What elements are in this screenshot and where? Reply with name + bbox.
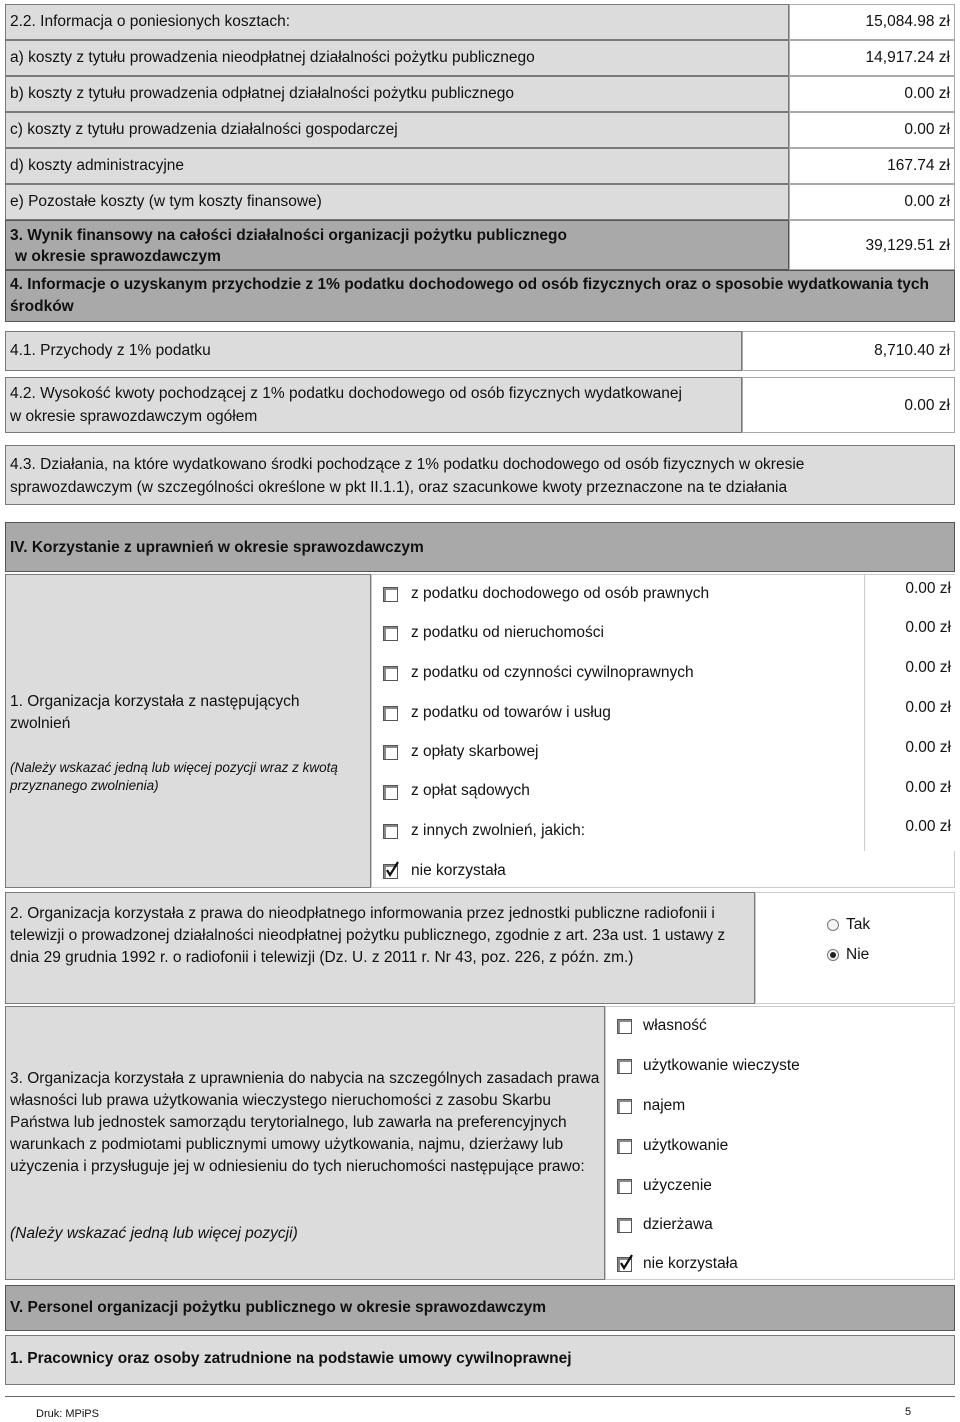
sectionV-title-cell — [5, 1285, 955, 1331]
check-mark-icon — [619, 1254, 633, 1270]
sectionIV-title: IV. Korzystanie z uprawnień w okresie sprawozdawczym — [10, 539, 424, 556]
q3-option-checkbox-checked[interactable] — [617, 1257, 632, 1272]
footer-rule — [5, 1396, 955, 1397]
section4-r2-line2: w okresie sprawozdawczym ogółem — [10, 408, 258, 425]
cost-row-label: e) Pozostałe koszty (w tym koszty finansowe) — [10, 193, 322, 210]
result-label-line1: 3. Wynik finansowy na całości działalności organizacji pożytku publicznego — [10, 227, 567, 244]
section4-r3-line2: sprawozdawczym (w szczególności określone w pkt II.1.1), oraz szacunkowe kwoty przeznaczone na te działania — [10, 479, 788, 496]
section4-title-cell — [5, 270, 955, 322]
q1-option-label: nie korzystała — [411, 862, 506, 879]
cost-row-e-label-cell — [5, 184, 789, 220]
q3-option-checkbox[interactable] — [617, 1218, 632, 1233]
cost-row-a-amount-cell — [789, 40, 955, 76]
q1-option-amount: 0.00 zł — [905, 818, 951, 835]
section4-r2-line1: 4.2. Wysokość kwoty pochodzącej z 1% podatku dochodowego od osób fizycznych wydatkowanej — [10, 385, 682, 402]
q3-option-checkbox[interactable] — [617, 1139, 632, 1154]
costs-header-amount-cell — [789, 4, 955, 40]
q3-option-checkbox[interactable] — [617, 1019, 632, 1034]
result-amount: 39,129.51 zł — [865, 237, 950, 254]
cost-row-d-amount-cell — [789, 148, 955, 184]
q1-option-amount: 0.00 zł — [905, 580, 951, 597]
q2-label: 2. Organizacja korzystała z prawa do nieodpłatnego informowania przez jednostki publiczne radiofonii i telewizji o prowadzonej działalności nieodpłatnej pożytku publicznego, zgodnie z art. 23a ust. 1 ustawy z dnia 29 grudnia 1992 r. o radiofonii i telewizji (Dz. U. z 2011 r. Nr 43, poz. 226, z późn. zm.) — [10, 905, 726, 966]
q1-option-amount: 0.00 zł — [905, 619, 951, 636]
q1-option-label: z podatku od towarów i usług — [411, 704, 611, 721]
q1-option-label: z podatku dochodowego od osób prawnych — [411, 585, 710, 602]
cost-row-b-amount-cell — [789, 76, 955, 112]
q2-label-cell — [5, 892, 755, 1004]
q2-radio-yes[interactable] — [827, 919, 839, 931]
cost-row-e-amount-cell — [789, 184, 955, 220]
cost-row-label: a) koszty z tytułu prowadzenia nieodpłatnej działalności pożytku publicznego — [10, 49, 535, 66]
q1-option-amount: 0.00 zł — [905, 699, 951, 716]
cost-row-label: d) koszty administracyjne — [10, 157, 185, 174]
sectionV-sub1: 1. Pracownicy oraz osoby zatrudnione na podstawie umowy cywilnoprawnej — [10, 1350, 572, 1367]
q1-option-checkbox[interactable] — [383, 666, 398, 681]
q1-label: 1. Organizacja korzystała z następujących zwolnień — [10, 693, 300, 732]
section4-r1-label: 4.1. Przychody z 1% podatku — [10, 342, 211, 359]
cost-row-label: c) koszty z tytułu prowadzenia działalności gospodarczej — [10, 121, 398, 138]
section4-title: 4. Informacje o uzyskanym przychodzie z 1% podatku dochodowego od osób fizycznych oraz o sposobie wydatkowania tych środków — [10, 276, 929, 315]
q3-option-label: własność — [643, 1017, 707, 1034]
cost-row-a-label-cell — [5, 40, 789, 76]
cost-row-c-amount-cell — [789, 112, 955, 148]
q2-label-no: Nie — [846, 946, 870, 963]
section4-r3-cell — [5, 445, 955, 505]
result-label-cell — [5, 220, 789, 270]
section4-r1-amount: 8,710.40 zł — [874, 342, 950, 359]
q1-option-checkbox-checked[interactable] — [383, 864, 398, 879]
sectionIV-title-cell — [5, 522, 955, 572]
q3-option-label: użyczenie — [643, 1177, 712, 1194]
cost-row-b-label-cell — [5, 76, 789, 112]
cost-row-amount: 0.00 zł — [904, 85, 950, 102]
cost-row-amount: 0.00 zł — [904, 121, 950, 138]
q1-option-label: z opłat sądowych — [411, 782, 530, 799]
section4-r3-line1: 4.3. Działania, na które wydatkowano środki pochodzące z 1% podatku dochodowego od osób fizycznych w okresie — [10, 456, 805, 473]
q3-option-checkbox[interactable] — [617, 1179, 632, 1194]
q1-option-checkbox[interactable] — [383, 824, 398, 839]
q1-option-label: z podatku od nieruchomości — [411, 624, 605, 641]
costs-header-label-cell — [5, 4, 789, 40]
cost-row-d-label-cell — [5, 148, 789, 184]
q1-note: (Należy wskazać jedną lub więcej pozycji wraz z kwotą przyznanego zwolnienia) — [10, 760, 338, 793]
q3-option-label: nie korzystała — [643, 1255, 738, 1272]
q1-option-label: z innych zwolnień, jakich: — [411, 822, 586, 839]
q1-option-checkbox[interactable] — [383, 626, 398, 641]
q3-label-cell — [5, 1006, 605, 1280]
result-label-line2: w okresie sprawozdawczym — [15, 248, 221, 265]
cost-row-amount: 167.74 zł — [887, 157, 950, 174]
q1-label-cell — [5, 574, 371, 888]
check-mark-icon — [385, 861, 399, 877]
cost-row-label: b) koszty z tytułu prowadzenia odpłatnej działalności pożytku publicznego — [10, 85, 515, 102]
section4-r2-label-cell — [5, 377, 742, 433]
cost-row-amount: 0.00 zł — [904, 193, 950, 210]
q2-radio-no[interactable] — [827, 949, 839, 961]
q1-option-amount: 0.00 zł — [905, 779, 951, 796]
costs-header-amount: 15,084.98 zł — [865, 13, 950, 30]
cost-row-c-label-cell — [5, 112, 789, 148]
section4-r2-amount: 0.00 zł — [904, 397, 950, 414]
q1-option-label: z podatku od czynności cywilnoprawnych — [411, 664, 694, 681]
q1-option-checkbox[interactable] — [383, 587, 398, 602]
sectionV-sub1-cell — [5, 1335, 955, 1385]
section4-r1-label-cell — [5, 331, 742, 371]
sectionV-title: V. Personel organizacji pożytku publicznego w okresie sprawozdawczym — [10, 1299, 547, 1316]
q1-option-amount: 0.00 zł — [905, 659, 951, 676]
cost-row-amount: 14,917.24 zł — [865, 49, 950, 66]
footer-page-number: 5 — [905, 1406, 912, 1418]
q2-label-yes: Tak — [846, 916, 871, 933]
q3-option-label: dzierżawa — [643, 1216, 713, 1233]
q3-option-checkbox[interactable] — [617, 1059, 632, 1074]
q3-note: (Należy wskazać jedną lub więcej pozycji) — [10, 1225, 298, 1242]
q3-option-label: najem — [643, 1097, 686, 1114]
q1-option-amount: 0.00 zł — [905, 739, 951, 756]
section4-r1-amount-cell — [742, 331, 955, 371]
footer-print-label: Druk: MPiPS — [36, 1408, 99, 1420]
q1-option-label: z opłaty skarbowej — [411, 743, 539, 760]
section4-r2-amount-cell — [742, 377, 955, 433]
q1-option-checkbox[interactable] — [383, 785, 398, 800]
costs-header-label: 2.2. Informacja o poniesionych kosztach: — [10, 13, 291, 30]
q3-label: 3. Organizacja korzystała z uprawnienia do nabycia na szczególnych zasadach prawa własności lub prawa użytkowania wieczystego nieruchomości z zasobu Skarbu Państwa lub jednostek samorządu terytorialnego, lub zawarła na preferencyjnych warunkach z podmiotami publicznymi umowy użytkowania, najmu, dzierżawy lub użyczenia i przysługuje jej w odniesieniu do tych nieruchomości następujące prawo: — [10, 1070, 600, 1175]
q1-option-checkbox[interactable] — [383, 706, 398, 721]
q1-option-checkbox[interactable] — [383, 745, 398, 760]
result-amount-cell — [789, 220, 955, 270]
q3-option-label: użytkowanie — [643, 1137, 729, 1154]
q3-option-checkbox[interactable] — [617, 1099, 632, 1114]
q3-option-label: użytkowanie wieczyste — [643, 1057, 800, 1074]
